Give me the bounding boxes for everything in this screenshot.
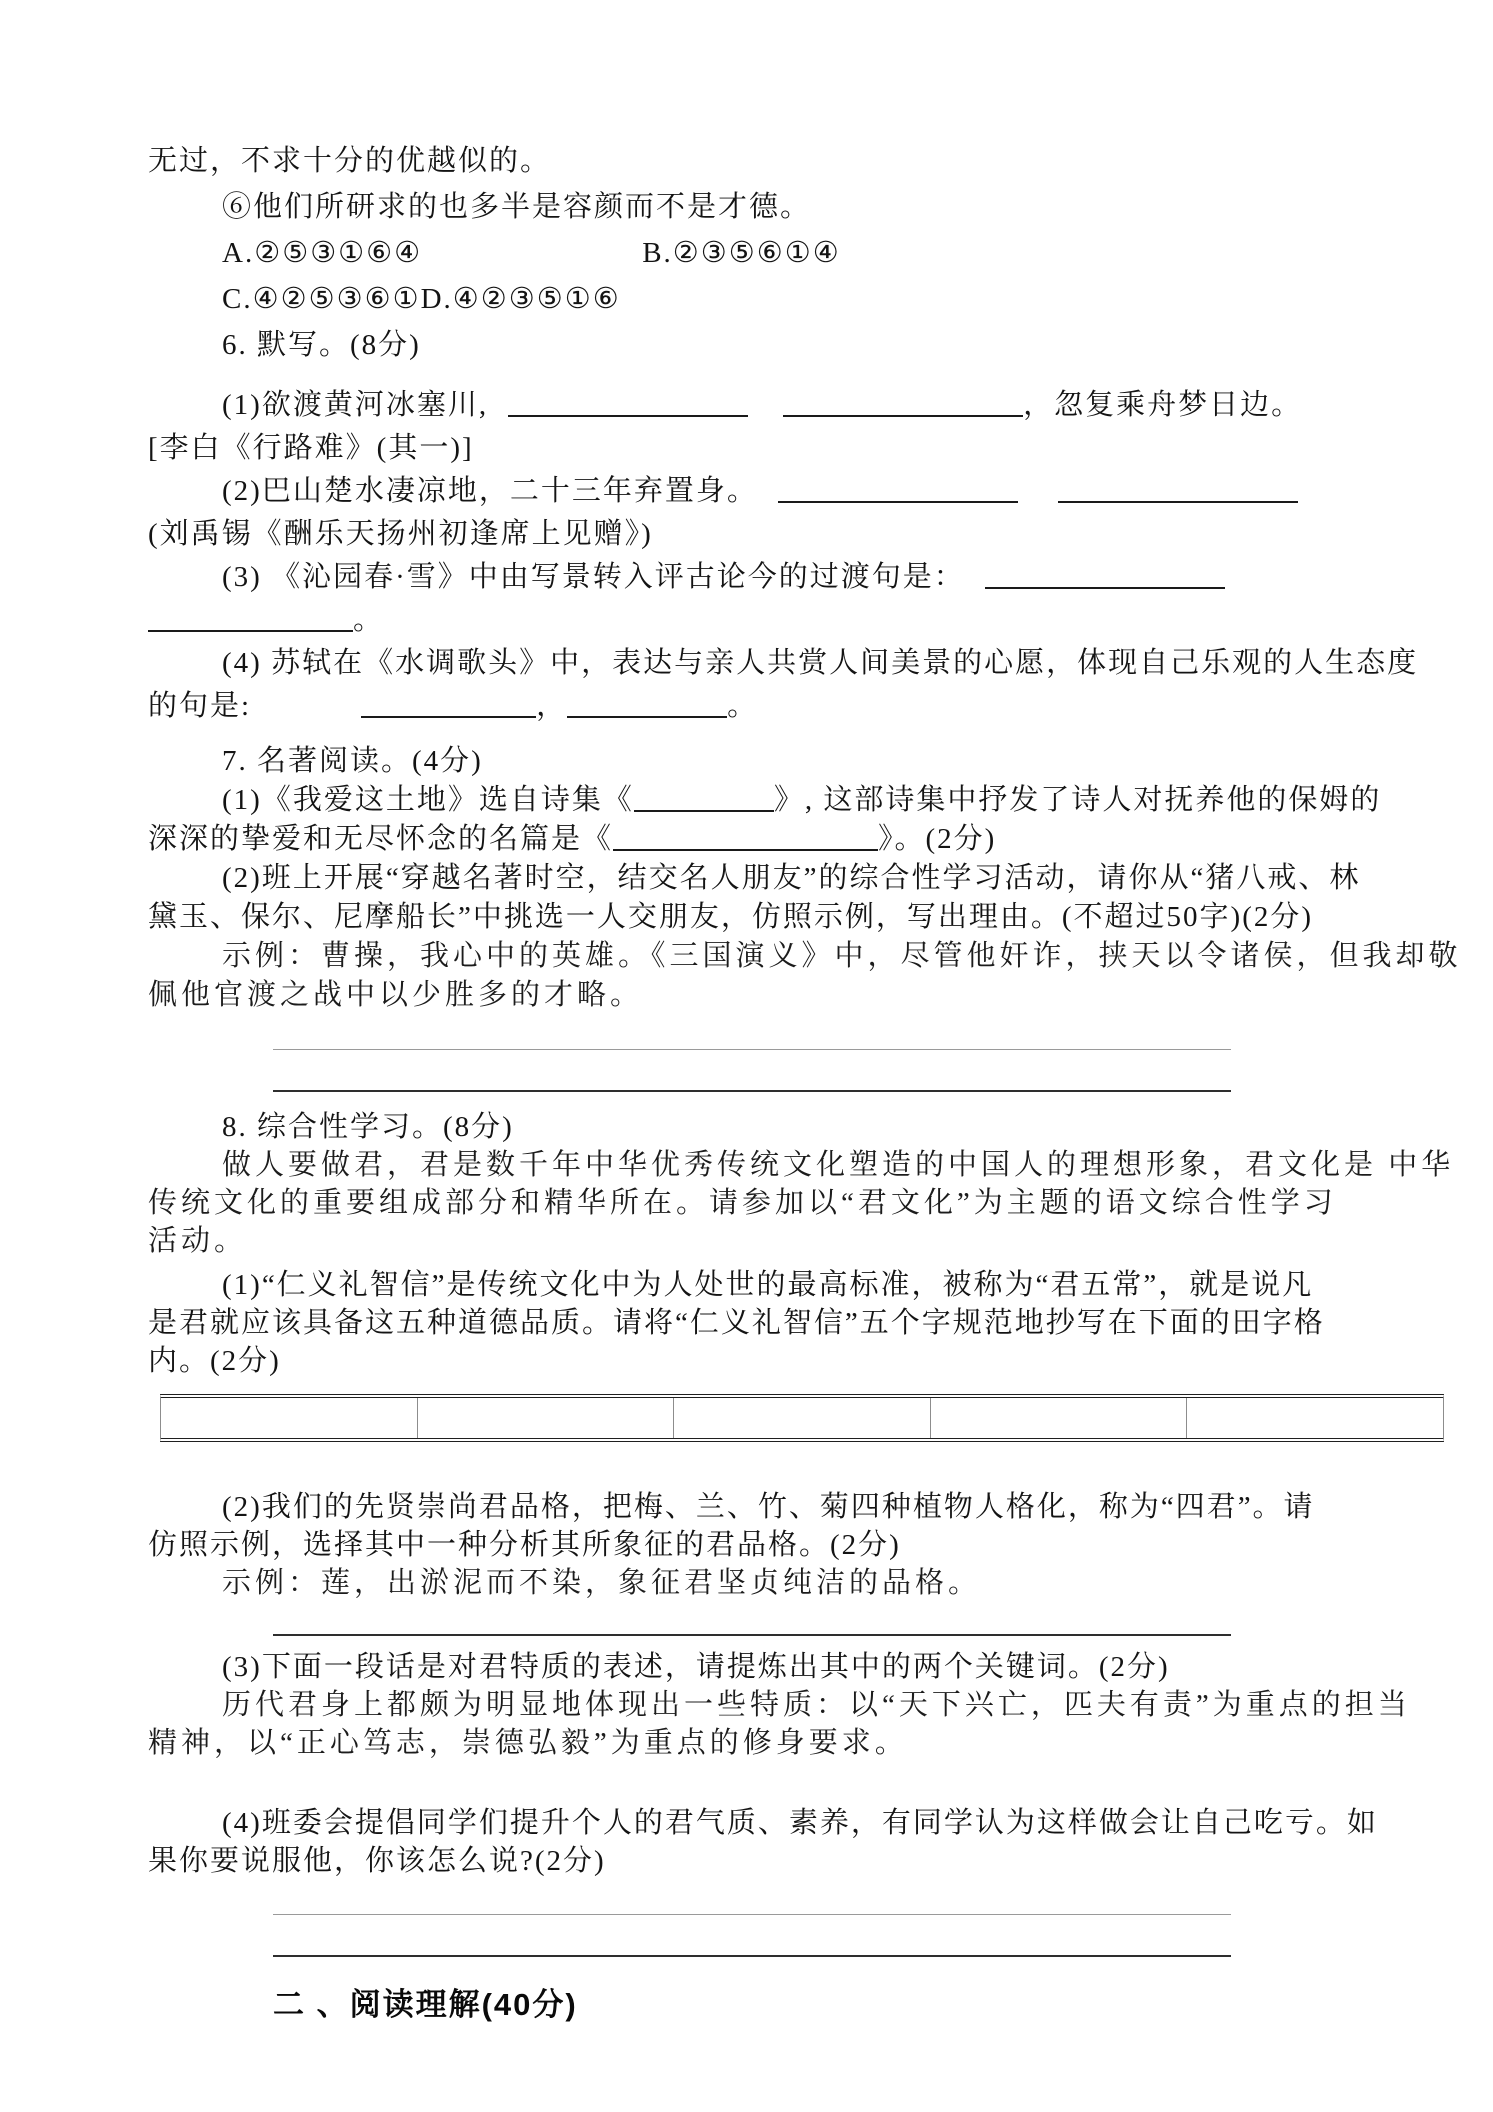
fill-in-blank	[567, 694, 727, 718]
q6-item3-prefix: (3) 《沁园春·雪》中由写景转入评古论今的过渡句是：	[222, 561, 965, 593]
q8-item1-line1: (1)“仁义礼智信”是传统文化中为人处世的最高标准，被称为“君五常”，就是说凡	[222, 1269, 1314, 1301]
tianzige-cell	[674, 1398, 931, 1438]
question-5-tail	[148, 138, 1448, 368]
tianzige-cell	[161, 1398, 418, 1438]
q7-item1-prefix: (1)《我爱这土地》选自诗集《	[222, 784, 634, 816]
q6-item3-line	[148, 556, 1448, 599]
q7-item2-line1: (2)班上开展“穿越名著时空，结交名人朋友”的综合性学习活动，请你从“猪八戒、林	[222, 862, 1361, 894]
q5-context-line: 无过，不求十分的优越似的。	[148, 145, 552, 177]
tianzige-cell	[418, 1398, 675, 1438]
q8-intro-line1: 做人要做君，君是数千年中华优秀传统文化塑造的中国人的理想形象，君文化是 中华	[222, 1149, 1455, 1181]
q8-item2-example: 示例：莲，出淤泥而不染，象征君坚贞纯洁的品格。	[222, 1567, 982, 1599]
fill-in-blank	[613, 827, 878, 851]
q6-item3-period: 。	[353, 604, 385, 636]
q5-item6-line: ⑥他们所研求的也多半是容颜而不是才德。	[222, 191, 812, 223]
fill-in-blank	[148, 608, 353, 632]
section-2-heading: 二 、阅读理解(40分)	[273, 1987, 578, 2022]
q7-item1-mid: 》, 这部诗集中抒发了诗人对抚养他的保姆的	[773, 784, 1382, 816]
page-content	[148, 138, 1462, 2027]
option-gap	[422, 261, 642, 262]
q6-item3-blank-line	[148, 599, 1448, 642]
q6-item4-line2	[148, 685, 1448, 728]
answer-rule-line	[273, 1634, 1231, 1636]
tianzige-cell	[931, 1398, 1188, 1438]
fill-in-blank	[783, 393, 1023, 417]
q6-title: 6. 默写。(8分)	[222, 329, 421, 361]
q5-option-b: B.②③⑤⑥①④	[642, 237, 841, 269]
q8-item3-line1: (3)下面一段话是对君特质的表述，请提炼出其中的两个关键词。(2分)	[222, 1651, 1170, 1683]
q8-item2-line1: (2)我们的先贤崇尚君品格，把梅、兰、竹、菊四种植物人格化，称为“四君”。请	[222, 1491, 1315, 1523]
tianzige-cell	[1187, 1398, 1443, 1438]
q6-item4-comma: ，	[536, 690, 568, 722]
fill-in-blank	[778, 479, 1018, 503]
q8-item2-line2: 仿照示例，选择其中一种分析其所象征的君品格。(2分)	[148, 1529, 901, 1561]
q8-item1-line3: 内。(2分)	[148, 1345, 281, 1377]
q7-title: 7. 名著阅读。(4分)	[222, 745, 483, 777]
q5-options-ab-line	[148, 230, 1448, 276]
question-6	[148, 384, 1448, 728]
q7-item2-line2: 黛玉、保尔、尼摩船长”中挑选一人交朋友，仿照示例，写出理由。(不超过50字)(2分)	[148, 901, 1314, 933]
answer-rule-line	[273, 1049, 1231, 1050]
fill-in-blank	[1058, 479, 1298, 503]
answer-rule-line	[273, 1090, 1231, 1092]
question-8	[148, 1108, 1455, 1957]
fill-in-blank	[361, 694, 536, 718]
q8-title: 8. 综合性学习。(8分)	[222, 1111, 514, 1143]
q8-item4-line1: (4)班委会提倡同学们提升个人的君气质、素养，有同学认为这样做会让自己吃亏。如	[222, 1807, 1378, 1839]
fill-in-blank	[985, 565, 1225, 589]
q7-example-line2: 佩他官渡之战中以少胜多的才略。	[148, 979, 644, 1011]
q6-item1-source: [李白《行路难》(其一)]	[148, 432, 474, 464]
q7-item1-line1	[148, 781, 1448, 820]
answer-rule-line	[273, 1914, 1231, 1915]
q6-item2-prefix: (2)巴山楚水凄凉地，二十三年弃置身。	[222, 475, 758, 507]
q7-item1-line2-suffix: 》。(2分)	[878, 823, 997, 855]
q8-item3-quote-line2: 精神，以“正心笃志，崇德弘毅”为重点的修身要求。	[148, 1727, 908, 1759]
q8-item3-quote-line1: 历代君身上都颇为明显地体现出一些特质：以“天下兴亡，匹夫有责”为重点的担当	[222, 1689, 1411, 1721]
fill-in-blank	[634, 788, 774, 812]
q8-intro-line3: 活动。	[148, 1225, 248, 1257]
q8-item4-line2: 果你要说服他，你该怎么说?(2分)	[148, 1845, 606, 1877]
q7-example-line1: 示例：曹操，我心中的英雄。《三国演义》中，尽管他奸诈，挟天以令诸侯，但我却敬	[222, 940, 1462, 972]
q7-item1-line2-prefix: 深深的挚爱和无尽怀念的名篇是《	[148, 823, 614, 855]
q7-item1-line2	[148, 820, 1448, 859]
q5-option-a: A.②⑤③①⑥④	[222, 237, 423, 269]
answer-rule-line	[273, 1955, 1231, 1957]
q6-item1-prefix: (1)欲渡黄河冰塞川,	[222, 389, 489, 421]
q8-intro-line2: 传统文化的重要组成部分和精华所在。请参加以“君文化”为主题的语文综合性学习	[148, 1187, 1337, 1219]
q6-item2-line	[148, 470, 1448, 513]
q6-item4-line1: (4) 苏轼在《水调歌头》中，表达与亲人共赏人间美景的心愿，体现自己乐观的人生态度	[222, 647, 1419, 679]
q8-item1-line2: 是君就应该具备这五种道德品质。请将“仁义礼智信”五个字规范地抄写在下面的田字格	[148, 1307, 1325, 1339]
question-7	[148, 742, 1462, 1092]
tianzige-copy-grid	[160, 1394, 1444, 1442]
q6-item1-line	[148, 384, 1448, 427]
q6-item4-period: 。	[727, 690, 759, 722]
q6-item2-source: (刘禹锡《酬乐天扬州初逢席上见赠》)	[148, 518, 653, 550]
q5-options-cd-line: C.④②⑤③⑥①D.④②③⑤①⑥	[222, 283, 621, 315]
q6-item4-prefix: 的句是:	[148, 690, 252, 722]
fill-in-blank	[508, 393, 748, 417]
q6-item1-suffix: ，忽复乘舟梦日边。	[1023, 389, 1303, 421]
